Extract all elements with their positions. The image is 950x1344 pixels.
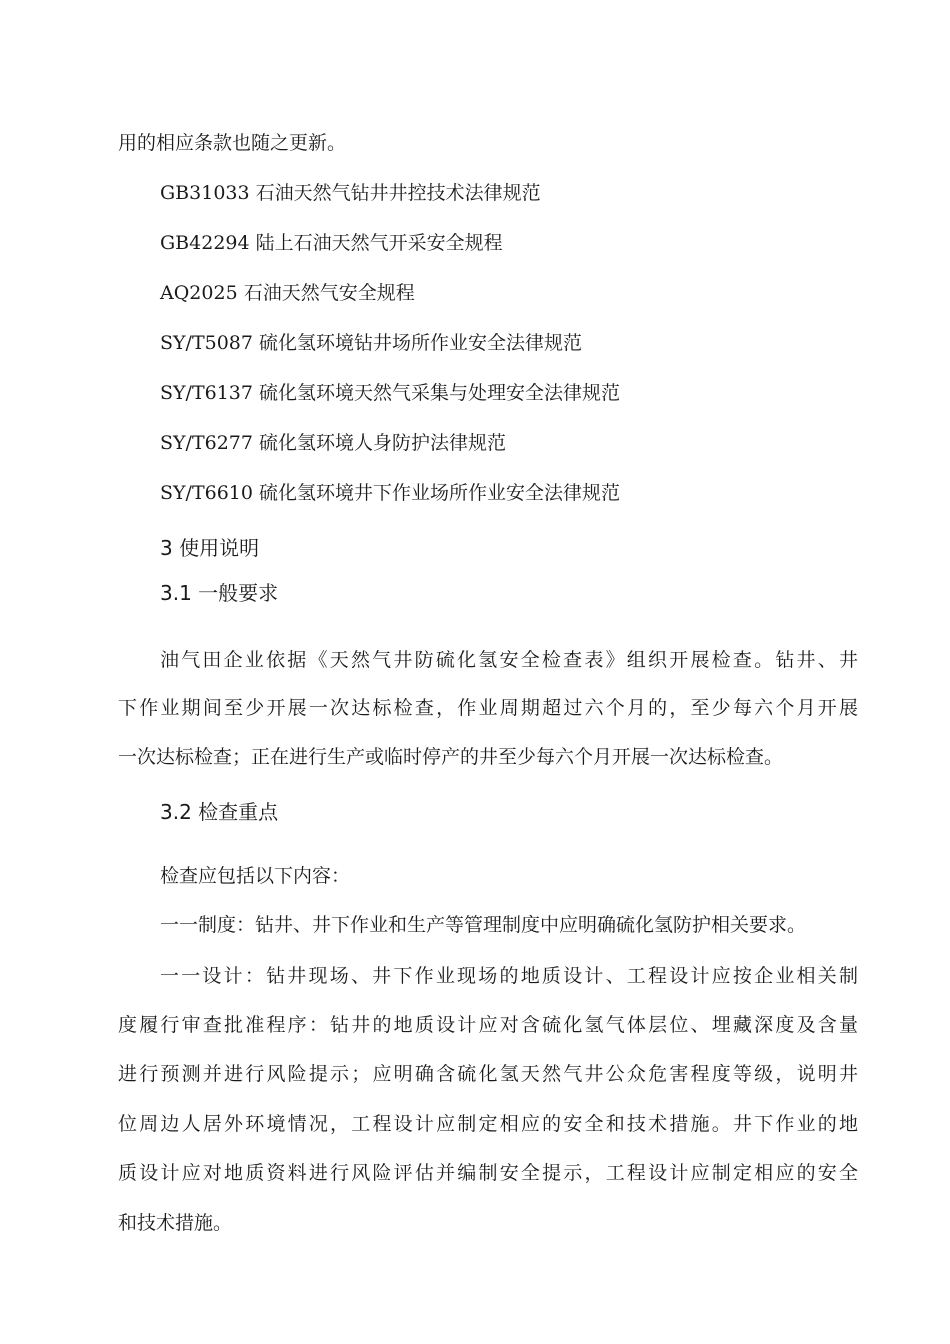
paragraph-line: 一次达标检查；正在进行生产或临时停产的井至少每六个月开展一次达标检查。 bbox=[118, 746, 784, 768]
standard-item: SY/T6277 硫化氢环境人身防护法律规范 bbox=[160, 432, 507, 454]
standard-item: AQ2025 石油天然气安全规程 bbox=[160, 282, 415, 304]
paragraph-line: 进行预测并进行风险提示；应明确含硫化氢天然气井公众危害程度等级，说明井 bbox=[118, 1063, 858, 1085]
standard-item: GB42294 陆上石油天然气开采安全规程 bbox=[160, 232, 503, 254]
paragraph-line: 和技术措施。 bbox=[118, 1212, 233, 1234]
paragraph-line: 度履行审查批准程序：钻井的地质设计应对含硫化氢气体层位、埋藏深度及含量 bbox=[118, 1014, 858, 1036]
subsection-heading: 3.2 检查重点 bbox=[160, 800, 279, 824]
paragraph-line: 一一设计：钻井现场、井下作业现场的地质设计、工程设计应按企业相关制 bbox=[160, 965, 858, 987]
paragraph-line: 油气田企业依据《天然气井防硫化氢安全检查表》组织开展检查。钻井、井 bbox=[160, 649, 858, 671]
standard-item: SY/T6137 硫化氢环境天然气采集与处理安全法律规范 bbox=[160, 382, 621, 404]
paragraph-line: 位周边人居外环境情况，工程设计应制定相应的安全和技术措施。井下作业的地 bbox=[118, 1113, 858, 1135]
standard-item: SY/T6610 硫化氢环境井下作业场所作业安全法律规范 bbox=[160, 482, 621, 504]
standard-item: SY/T5087 硫化氢环境钻井场所作业安全法律规范 bbox=[160, 332, 583, 354]
section-heading: 3 使用说明 bbox=[160, 536, 260, 560]
paragraph-line: 质设计应对地质资料进行风险评估并编制安全提示，工程设计应制定相应的安全 bbox=[118, 1162, 858, 1184]
subsection-heading: 3.1 一般要求 bbox=[160, 581, 279, 605]
paragraph-line: 一一制度：钻井、井下作业和生产等管理制度中应明确硫化氢防护相关要求。 bbox=[160, 914, 807, 936]
continuation-text: 用的相应条款也随之更新。 bbox=[118, 132, 347, 154]
standard-item: GB31033 石油天然气钻井井控技术法律规范 bbox=[160, 182, 541, 204]
paragraph-line: 下作业期间至少开展一次达标检查，作业周期超过六个月的，至少每六个月开展 bbox=[118, 697, 858, 719]
paragraph-line: 检查应包括以下内容： bbox=[160, 865, 351, 887]
